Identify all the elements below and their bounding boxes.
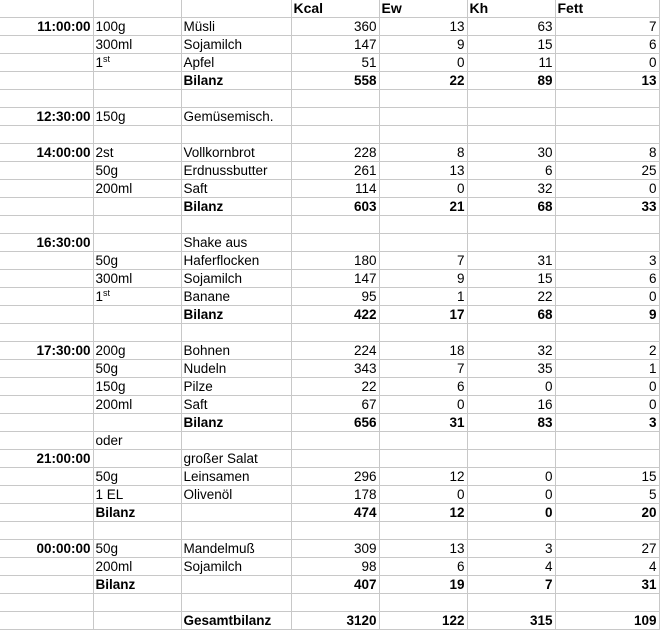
cell[interactable] xyxy=(291,126,379,144)
cell[interactable] xyxy=(379,234,467,252)
empty-row xyxy=(0,594,659,612)
ew-cell[interactable]: 0 xyxy=(379,180,467,198)
fett-cell[interactable]: 0 xyxy=(555,288,659,306)
kh-cell[interactable]: 22 xyxy=(467,288,555,306)
cell[interactable] xyxy=(379,594,467,612)
cell[interactable] xyxy=(0,72,93,90)
food-cell[interactable]: Mandelmuß xyxy=(181,540,291,558)
cell[interactable] xyxy=(93,216,181,234)
cell[interactable] xyxy=(93,90,181,108)
cell[interactable] xyxy=(93,414,181,432)
food-cell[interactable]: Sojamilch xyxy=(181,36,291,54)
kh-grand-total[interactable]: 315 xyxy=(467,612,555,630)
time-cell[interactable]: 17:30:00 xyxy=(0,342,93,360)
cell[interactable] xyxy=(555,108,659,126)
amount-cell[interactable]: 300ml xyxy=(93,36,181,54)
cell[interactable] xyxy=(0,270,93,288)
cell[interactable] xyxy=(555,234,659,252)
table-row xyxy=(0,108,659,126)
bilanz-label[interactable]: Bilanz xyxy=(93,576,181,594)
fett-cell[interactable]: 0 xyxy=(555,396,659,414)
fett-cell[interactable]: 4 xyxy=(555,558,659,576)
kh-cell[interactable]: 31 xyxy=(467,252,555,270)
ew-cell[interactable]: 8 xyxy=(379,144,467,162)
kh-cell[interactable]: 30 xyxy=(467,144,555,162)
kcal-cell[interactable]: 224 xyxy=(291,342,379,360)
fett-cell[interactable]: 5 xyxy=(555,486,659,504)
amount-cell[interactable]: 200ml xyxy=(93,396,181,414)
bilanz-label[interactable]: Bilanz xyxy=(181,198,291,216)
kh-total[interactable]: 68 xyxy=(467,198,555,216)
cell[interactable] xyxy=(291,594,379,612)
cell[interactable] xyxy=(181,216,291,234)
cell[interactable] xyxy=(467,234,555,252)
empty-row xyxy=(0,126,659,144)
cell[interactable] xyxy=(555,126,659,144)
ew-cell[interactable]: 13 xyxy=(379,540,467,558)
table-row xyxy=(0,558,659,576)
table-row xyxy=(0,360,659,378)
bilanz-label[interactable]: Bilanz xyxy=(181,72,291,90)
cell[interactable] xyxy=(467,90,555,108)
empty-row xyxy=(0,90,659,108)
kcal-cell[interactable]: 114 xyxy=(291,180,379,198)
cell[interactable] xyxy=(467,108,555,126)
ew-cell[interactable]: 1 xyxy=(379,288,467,306)
cell[interactable] xyxy=(291,450,379,468)
fett-cell[interactable]: 27 xyxy=(555,540,659,558)
cell[interactable] xyxy=(0,198,93,216)
header-kcal[interactable]: Kcal xyxy=(291,0,379,18)
food-cell[interactable]: Leinsamen xyxy=(181,468,291,486)
cell[interactable] xyxy=(291,108,379,126)
cell[interactable] xyxy=(555,522,659,540)
cell[interactable] xyxy=(181,90,291,108)
kcal-cell[interactable]: 309 xyxy=(291,540,379,558)
cell[interactable] xyxy=(291,90,379,108)
food-cell[interactable]: Apfel xyxy=(181,54,291,72)
table-row xyxy=(0,144,659,162)
fett-cell[interactable]: 2 xyxy=(555,342,659,360)
empty-row xyxy=(0,216,659,234)
kcal-cell[interactable]: 67 xyxy=(291,396,379,414)
kcal-cell[interactable]: 261 xyxy=(291,162,379,180)
cell[interactable] xyxy=(181,0,291,18)
food-cell[interactable]: Sojamilch xyxy=(181,270,291,288)
table-row xyxy=(0,18,659,36)
cell[interactable] xyxy=(0,486,93,504)
fett-cell[interactable]: 6 xyxy=(555,36,659,54)
table-row xyxy=(0,468,659,486)
cell[interactable] xyxy=(0,126,93,144)
kh-total[interactable]: 83 xyxy=(467,414,555,432)
ew-grand-total[interactable]: 122 xyxy=(379,612,467,630)
cell[interactable] xyxy=(93,594,181,612)
cell[interactable] xyxy=(0,360,93,378)
table-row xyxy=(0,540,659,558)
cell[interactable] xyxy=(0,468,93,486)
bilanz-row xyxy=(0,504,659,522)
food-cell[interactable]: Müsli xyxy=(181,18,291,36)
header-kh[interactable]: Kh xyxy=(467,0,555,18)
ew-cell[interactable]: 18 xyxy=(379,342,467,360)
cell[interactable] xyxy=(93,198,181,216)
fett-total[interactable]: 33 xyxy=(555,198,659,216)
ew-total[interactable]: 12 xyxy=(379,504,467,522)
cell[interactable] xyxy=(93,234,181,252)
oder-cell[interactable]: oder xyxy=(93,432,181,450)
cell[interactable] xyxy=(93,324,181,342)
cell[interactable] xyxy=(291,324,379,342)
table-row xyxy=(0,450,659,468)
cell[interactable] xyxy=(291,216,379,234)
cell[interactable] xyxy=(467,126,555,144)
cell[interactable] xyxy=(0,0,93,18)
ew-total[interactable]: 19 xyxy=(379,576,467,594)
kcal-cell[interactable]: 228 xyxy=(291,144,379,162)
ew-cell[interactable]: 12 xyxy=(379,468,467,486)
kh-cell[interactable]: 0 xyxy=(467,378,555,396)
table-row xyxy=(0,180,659,198)
cell[interactable] xyxy=(467,432,555,450)
cell[interactable] xyxy=(555,594,659,612)
kh-cell[interactable]: 15 xyxy=(467,36,555,54)
empty-row xyxy=(0,324,659,342)
kh-cell[interactable]: 15 xyxy=(467,270,555,288)
cell[interactable] xyxy=(181,126,291,144)
food-cell[interactable]: Olivenöl xyxy=(181,486,291,504)
ew-cell[interactable]: 13 xyxy=(379,162,467,180)
cell[interactable] xyxy=(379,450,467,468)
kcal-cell[interactable]: 147 xyxy=(291,36,379,54)
food-cell[interactable]: Nudeln xyxy=(181,360,291,378)
bilanz-label[interactable]: Bilanz xyxy=(181,306,291,324)
gesamtbilanz-label[interactable]: Gesamtbilanz xyxy=(181,612,291,630)
amount-cell[interactable]: 50g xyxy=(93,252,181,270)
fett-cell[interactable]: 25 xyxy=(555,162,659,180)
bilanz-row xyxy=(0,306,659,324)
ew-cell[interactable]: 13 xyxy=(379,18,467,36)
fett-cell[interactable]: 3 xyxy=(555,252,659,270)
cell[interactable] xyxy=(379,126,467,144)
amount-cell[interactable]: 200ml xyxy=(93,180,181,198)
time-cell[interactable]: 12:30:00 xyxy=(0,108,93,126)
cell[interactable] xyxy=(0,414,93,432)
bilanz-row xyxy=(0,576,659,594)
fett-cell[interactable]: 6 xyxy=(555,270,659,288)
fett-cell[interactable]: 15 xyxy=(555,468,659,486)
kcal-total[interactable]: 422 xyxy=(291,306,379,324)
food-cell[interactable]: Erdnussbutter xyxy=(181,162,291,180)
cell[interactable] xyxy=(93,306,181,324)
cell[interactable] xyxy=(181,594,291,612)
ew-cell[interactable]: 0 xyxy=(379,396,467,414)
cell[interactable] xyxy=(291,432,379,450)
kh-total[interactable]: 89 xyxy=(467,72,555,90)
cell[interactable] xyxy=(291,234,379,252)
amount-cell[interactable]: 50g xyxy=(93,540,181,558)
cell[interactable] xyxy=(181,432,291,450)
cell[interactable] xyxy=(379,324,467,342)
amount-cell[interactable]: 50g xyxy=(93,468,181,486)
cell[interactable] xyxy=(0,594,93,612)
amount-cell[interactable]: 200g xyxy=(93,342,181,360)
cell[interactable] xyxy=(0,612,93,630)
cell[interactable] xyxy=(555,216,659,234)
cell[interactable] xyxy=(0,396,93,414)
ew-cell[interactable]: 9 xyxy=(379,270,467,288)
cell[interactable] xyxy=(467,594,555,612)
cell[interactable] xyxy=(0,90,93,108)
table-row xyxy=(0,396,659,414)
amount-cell[interactable]: 2st xyxy=(93,144,181,162)
table-row xyxy=(0,234,659,252)
time-cell[interactable]: 00:00:00 xyxy=(0,540,93,558)
cell[interactable] xyxy=(0,306,93,324)
cell[interactable] xyxy=(0,180,93,198)
header-ew[interactable]: Ew xyxy=(379,0,467,18)
food-cell[interactable]: Vollkornbrot xyxy=(181,144,291,162)
bilanz-row xyxy=(0,198,659,216)
cell[interactable] xyxy=(467,324,555,342)
fett-total[interactable]: 13 xyxy=(555,72,659,90)
amount-cell[interactable]: 100g xyxy=(93,18,181,36)
kh-cell[interactable]: 0 xyxy=(467,486,555,504)
kh-cell[interactable]: 6 xyxy=(467,162,555,180)
table-row xyxy=(0,36,659,54)
amount-cell[interactable]: 200ml xyxy=(93,558,181,576)
kcal-total[interactable]: 656 xyxy=(291,414,379,432)
cell[interactable] xyxy=(93,522,181,540)
fett-cell[interactable]: 8 xyxy=(555,144,659,162)
kcal-cell[interactable]: 51 xyxy=(291,54,379,72)
kh-cell[interactable]: 11 xyxy=(467,54,555,72)
food-cell[interactable]: Gemüsemisch. xyxy=(181,108,291,126)
ew-total[interactable]: 31 xyxy=(379,414,467,432)
kh-cell[interactable]: 63 xyxy=(467,18,555,36)
cell[interactable] xyxy=(93,126,181,144)
cell[interactable] xyxy=(181,522,291,540)
bilanz-row xyxy=(0,72,659,90)
table-row xyxy=(0,432,659,450)
cell[interactable] xyxy=(181,504,291,522)
cell[interactable] xyxy=(0,576,93,594)
food-cell[interactable]: Bohnen xyxy=(181,342,291,360)
time-cell[interactable]: 21:00:00 xyxy=(0,450,93,468)
food-cell[interactable]: Banane xyxy=(181,288,291,306)
amount-cell[interactable] xyxy=(93,288,181,306)
fett-grand-total[interactable]: 109 xyxy=(555,612,659,630)
cell[interactable] xyxy=(0,378,93,396)
fett-cell[interactable]: 1 xyxy=(555,360,659,378)
kcal-cell[interactable]: 296 xyxy=(291,468,379,486)
time-cell[interactable]: 16:30:00 xyxy=(0,234,93,252)
kcal-cell[interactable]: 98 xyxy=(291,558,379,576)
amount-cell[interactable]: 300ml xyxy=(93,270,181,288)
ew-total[interactable]: 22 xyxy=(379,72,467,90)
kcal-cell[interactable]: 343 xyxy=(291,360,379,378)
cell[interactable] xyxy=(379,108,467,126)
table-row xyxy=(0,162,659,180)
kh-total[interactable]: 7 xyxy=(467,576,555,594)
kh-cell[interactable]: 35 xyxy=(467,360,555,378)
cell[interactable] xyxy=(555,90,659,108)
bilanz-row xyxy=(0,414,659,432)
cell[interactable] xyxy=(555,450,659,468)
cell[interactable] xyxy=(467,450,555,468)
amount-cell[interactable]: 50g xyxy=(93,162,181,180)
empty-row xyxy=(0,522,659,540)
time-cell[interactable]: 11:00:00 xyxy=(0,18,93,36)
kcal-cell[interactable]: 22 xyxy=(291,378,379,396)
cell[interactable] xyxy=(467,216,555,234)
ew-cell[interactable]: 7 xyxy=(379,252,467,270)
amount-cell[interactable]: 50g xyxy=(93,360,181,378)
superscript: st xyxy=(103,288,111,298)
cell[interactable] xyxy=(181,576,291,594)
gesamtbilanz-row xyxy=(0,612,659,630)
fett-cell[interactable]: 7 xyxy=(555,18,659,36)
fett-total[interactable]: 9 xyxy=(555,306,659,324)
amount-value: 1 xyxy=(95,55,104,70)
kcal-cell[interactable]: 95 xyxy=(291,288,379,306)
cell[interactable] xyxy=(181,324,291,342)
cell[interactable] xyxy=(0,162,93,180)
bilanz-label[interactable]: Bilanz xyxy=(93,504,181,522)
food-cell[interactable]: Sojamilch xyxy=(181,558,291,576)
food-cell[interactable]: Pilze xyxy=(181,378,291,396)
ew-total[interactable]: 21 xyxy=(379,198,467,216)
table-row xyxy=(0,342,659,360)
cell[interactable] xyxy=(379,432,467,450)
table-row xyxy=(0,378,659,396)
cell[interactable] xyxy=(0,252,93,270)
kh-cell[interactable]: 3 xyxy=(467,540,555,558)
cell[interactable] xyxy=(0,522,93,540)
header-row xyxy=(0,0,659,18)
amount-cell[interactable]: 150g xyxy=(93,108,181,126)
ew-cell[interactable]: 9 xyxy=(379,36,467,54)
cell[interactable] xyxy=(0,288,93,306)
cell[interactable] xyxy=(93,612,181,630)
kcal-total[interactable]: 407 xyxy=(291,576,379,594)
cell[interactable] xyxy=(93,450,181,468)
table-row xyxy=(0,252,659,270)
ew-cell[interactable]: 0 xyxy=(379,486,467,504)
kh-cell[interactable]: 32 xyxy=(467,180,555,198)
cell[interactable] xyxy=(555,432,659,450)
kcal-cell[interactable]: 360 xyxy=(291,18,379,36)
kcal-grand-total[interactable]: 3120 xyxy=(291,612,379,630)
fett-total[interactable]: 3 xyxy=(555,414,659,432)
time-cell[interactable]: 14:00:00 xyxy=(0,144,93,162)
kcal-total[interactable]: 603 xyxy=(291,198,379,216)
kh-cell[interactable]: 16 xyxy=(467,396,555,414)
cell[interactable] xyxy=(379,216,467,234)
fett-total[interactable]: 20 xyxy=(555,504,659,522)
kcal-total[interactable]: 558 xyxy=(291,72,379,90)
kh-cell[interactable]: 32 xyxy=(467,342,555,360)
cell[interactable] xyxy=(93,0,181,18)
ew-cell[interactable]: 6 xyxy=(379,558,467,576)
amount-value: 1 xyxy=(95,289,104,304)
cell[interactable] xyxy=(0,216,93,234)
table-row xyxy=(0,54,659,72)
fett-cell[interactable]: 0 xyxy=(555,378,659,396)
amount-cell[interactable]: 150g xyxy=(93,378,181,396)
kh-total[interactable]: 68 xyxy=(467,306,555,324)
ew-cell[interactable]: 7 xyxy=(379,360,467,378)
kcal-cell[interactable]: 178 xyxy=(291,486,379,504)
cell[interactable] xyxy=(0,504,93,522)
cell[interactable] xyxy=(555,324,659,342)
kcal-cell[interactable]: 147 xyxy=(291,270,379,288)
food-cell[interactable]: Saft xyxy=(181,180,291,198)
food-cell[interactable]: Shake aus xyxy=(181,234,291,252)
kh-total[interactable]: 0 xyxy=(467,504,555,522)
fett-total[interactable]: 31 xyxy=(555,576,659,594)
kcal-cell[interactable]: 180 xyxy=(291,252,379,270)
amount-cell[interactable]: 1 EL xyxy=(93,486,181,504)
kh-cell[interactable]: 4 xyxy=(467,558,555,576)
cell[interactable] xyxy=(379,522,467,540)
ew-cell[interactable]: 0 xyxy=(379,54,467,72)
food-cell[interactable]: Saft xyxy=(181,396,291,414)
kcal-total[interactable]: 474 xyxy=(291,504,379,522)
superscript: st xyxy=(103,54,111,64)
cell[interactable] xyxy=(0,54,93,72)
ew-total[interactable]: 17 xyxy=(379,306,467,324)
cell[interactable] xyxy=(0,432,93,450)
header-fett[interactable]: Fett xyxy=(555,0,659,18)
cell[interactable] xyxy=(291,522,379,540)
kh-cell[interactable]: 0 xyxy=(467,468,555,486)
cell[interactable] xyxy=(0,36,93,54)
amount-cell[interactable] xyxy=(93,54,181,72)
food-cell[interactable]: Haferflocken xyxy=(181,252,291,270)
cell[interactable] xyxy=(0,324,93,342)
ew-cell[interactable]: 6 xyxy=(379,378,467,396)
fett-cell[interactable]: 0 xyxy=(555,180,659,198)
cell[interactable] xyxy=(379,90,467,108)
table-row xyxy=(0,270,659,288)
cell[interactable] xyxy=(93,72,181,90)
cell[interactable] xyxy=(467,522,555,540)
fett-cell[interactable]: 0 xyxy=(555,54,659,72)
table-row xyxy=(0,486,659,504)
bilanz-label[interactable]: Bilanz xyxy=(181,414,291,432)
cell[interactable] xyxy=(0,558,93,576)
food-cell[interactable]: großer Salat xyxy=(181,450,291,468)
table-row xyxy=(0,288,659,306)
